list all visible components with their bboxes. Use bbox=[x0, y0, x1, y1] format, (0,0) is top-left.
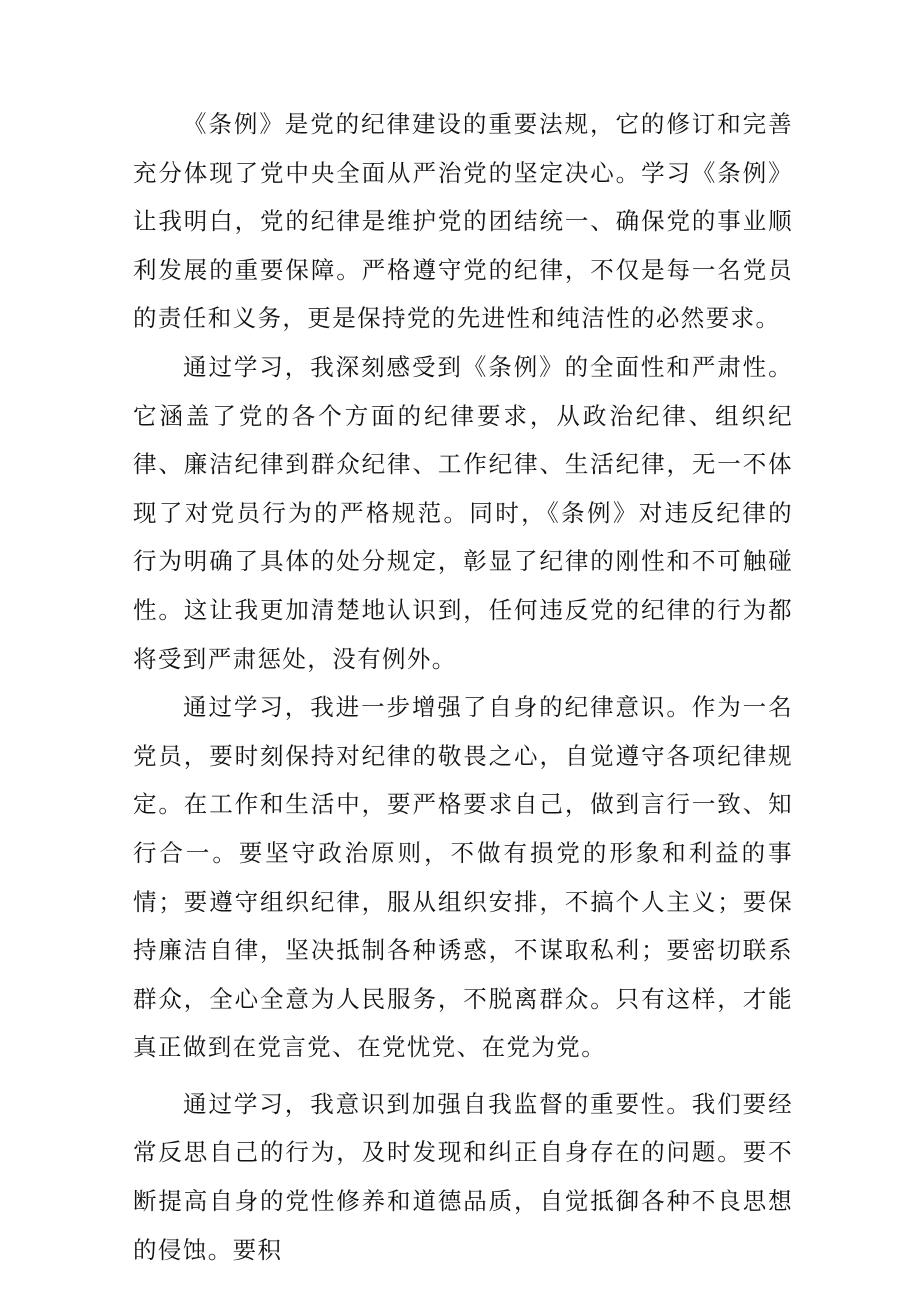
paragraph-1: 《条例》是党的纪律建设的重要法规，它的修订和完善充分体现了党中央全面从严治党的坚定决心。学习《条例》让我明白，党的纪律是维护党的团结统一、确保党的事业顺利发展的重要保障。严格遵守党的纪律，不仅是每一名党员的责任和义务，更是保持党的先进性和纯洁性的必然要求。 bbox=[133, 110, 793, 333]
paragraph-3: 通过学习，我进一步增强了自身的纪律意识。作为一名党员，要时刻保持对纪律的敬畏之心，自觉遵守各项纪律规定。在工作和生活中，要严格要求自己，做到言行一致、知行合一。要坚守政治原则，不做有损党的形象和利益的事情；要遵守组织纪律，服从组织安排，不搞个人主义；要保持廉洁自律，坚决抵制各种诱惑，不谋取私利；要密切联系群众，全心全意为人民服务，不脱离群众。只有这样，才能真正做到在党言党、在党忧党、在党为党。 bbox=[133, 693, 793, 1062]
paragraph-4: 通过学习，我意识到加强自我监督的重要性。我们要经常反思自己的行为，及时发现和纠正自身存在的问题。要不断提高自身的党性修养和道德品质，自觉抵御各种不良思想的侵蚀。要积 bbox=[133, 1089, 793, 1264]
paragraph-2: 通过学习，我深刻感受到《条例》的全面性和严肃性。它涵盖了党的各个方面的纪律要求，从政治纪律、组织纪律、廉洁纪律到群众纪律、工作纪律、生活纪律，无一不体现了对党员行为的严格规范。同时，《条例》对违反纪律的行为明确了具体的处分规定，彰显了纪律的刚性和不可触碰性。这让我更加清楚地认识到，任何违反党的纪律的行为都将受到严肃惩处，没有例外。 bbox=[133, 352, 793, 673]
document-body bbox=[133, 100, 793, 1274]
